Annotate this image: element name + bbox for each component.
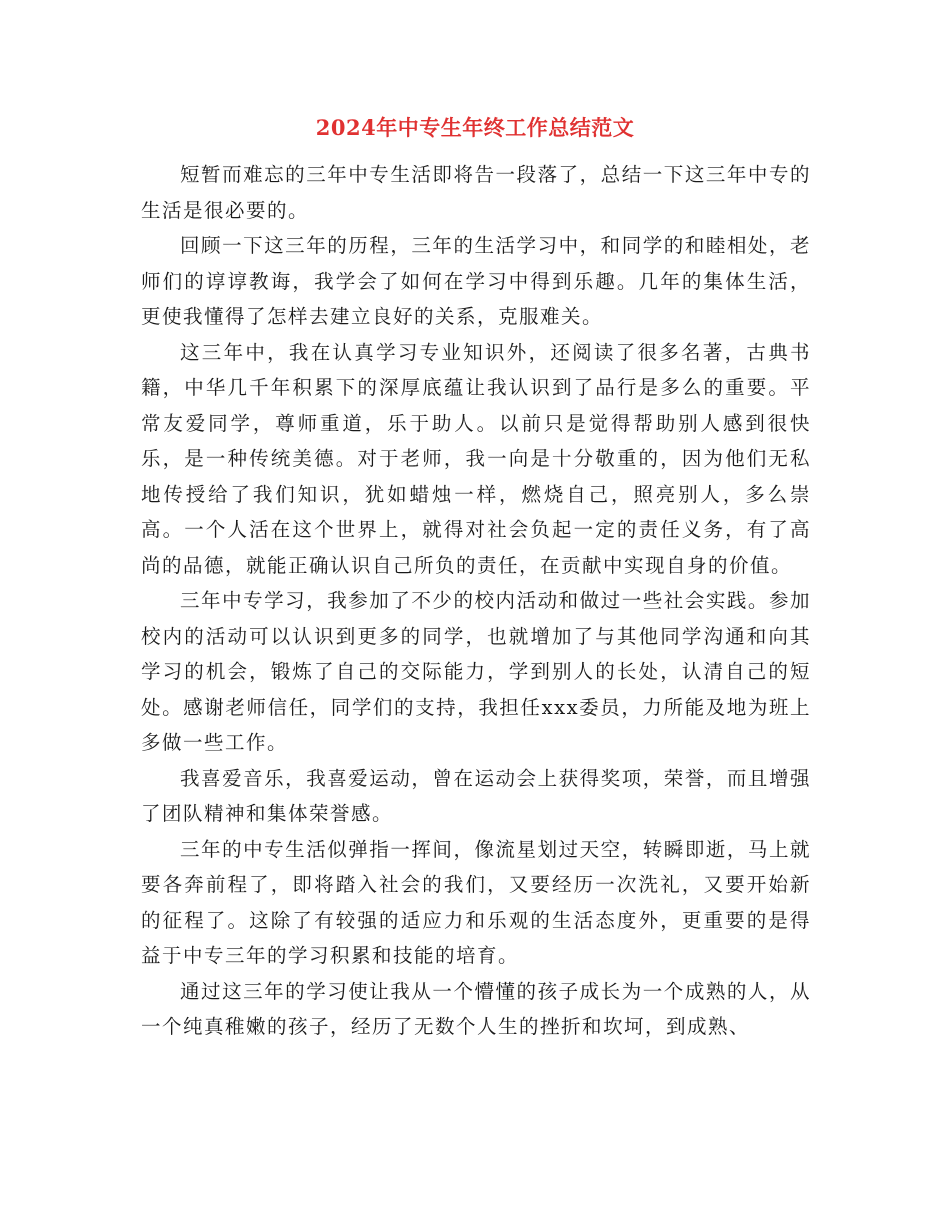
paragraph-1: 短暂而难忘的三年中专生活即将告一段落了，总结一下这三年中专的生活是很必要的。 [141, 163, 811, 222]
document-body [141, 157, 811, 1045]
paragraph-5: 我喜爱音乐，我喜爱运动，曾在运动会上获得奖项，荣誉，而且增强了团队精神和集体荣誉感。 [141, 766, 811, 825]
paragraph-3: 这三年中，我在认真学习专业知识外，还阅读了很多名著，古典书籍，中华几千年积累下的深厚底蕴让我认识到了品行是多么的重要。平常友爱同学，尊师重道，乐于助人。以前只是觉得帮助别人感到很快乐，是一种传统美德。对于老师，我一向是十分敬重的，因为他们无私地传授给了我们知识，犹如蜡烛一样，燃烧自己，照亮别人，多么崇高。一个人活在这个世界上，就得对社会负起一定的责任义务，有了高尚的品德，就能正确认识自己所负的责任，在贡献中实现自身的价值。 [141, 340, 811, 577]
paragraph-4: 三年中专学习，我参加了不少的校内活动和做过一些社会实践。参加校内的活动可以认识到更多的同学，也就增加了与其他同学沟通和向其学习的机会，锻炼了自己的交际能力，学到别人的长处，认清自己的短处。感谢老师信任，同学们的支持，我担任xxx委员，力所能及地为班上多做一些工作。 [141, 589, 811, 754]
paragraph-6: 三年的中专生活似弹指一挥间，像流星划过天空，转瞬即逝，马上就要各奔前程了，即将踏入社会的我们，又要经历一次洗礼，又要开始新的征程了。这除了有较强的适应力和乐观的生活态度外，更重要的是得益于中专三年的学习积累和技能的培育。 [141, 837, 811, 967]
paragraph-2: 回顾一下这三年的历程，三年的生活学习中，和同学的和睦相处，老师们的谆谆教诲，我学会了如何在学习中得到乐趣。几年的集体生活，更使我懂得了怎样去建立良好的关系，克服难关。 [141, 234, 811, 328]
paragraph-7: 通过这三年的学习使让我从一个懵懂的孩子成长为一个成熟的人，从一个纯真稚嫩的孩子，经历了无数个人生的挫折和坎坷，到成熟、 [141, 979, 811, 1038]
document-title: 2024年中专生年终工作总结范文 [315, 115, 635, 140]
